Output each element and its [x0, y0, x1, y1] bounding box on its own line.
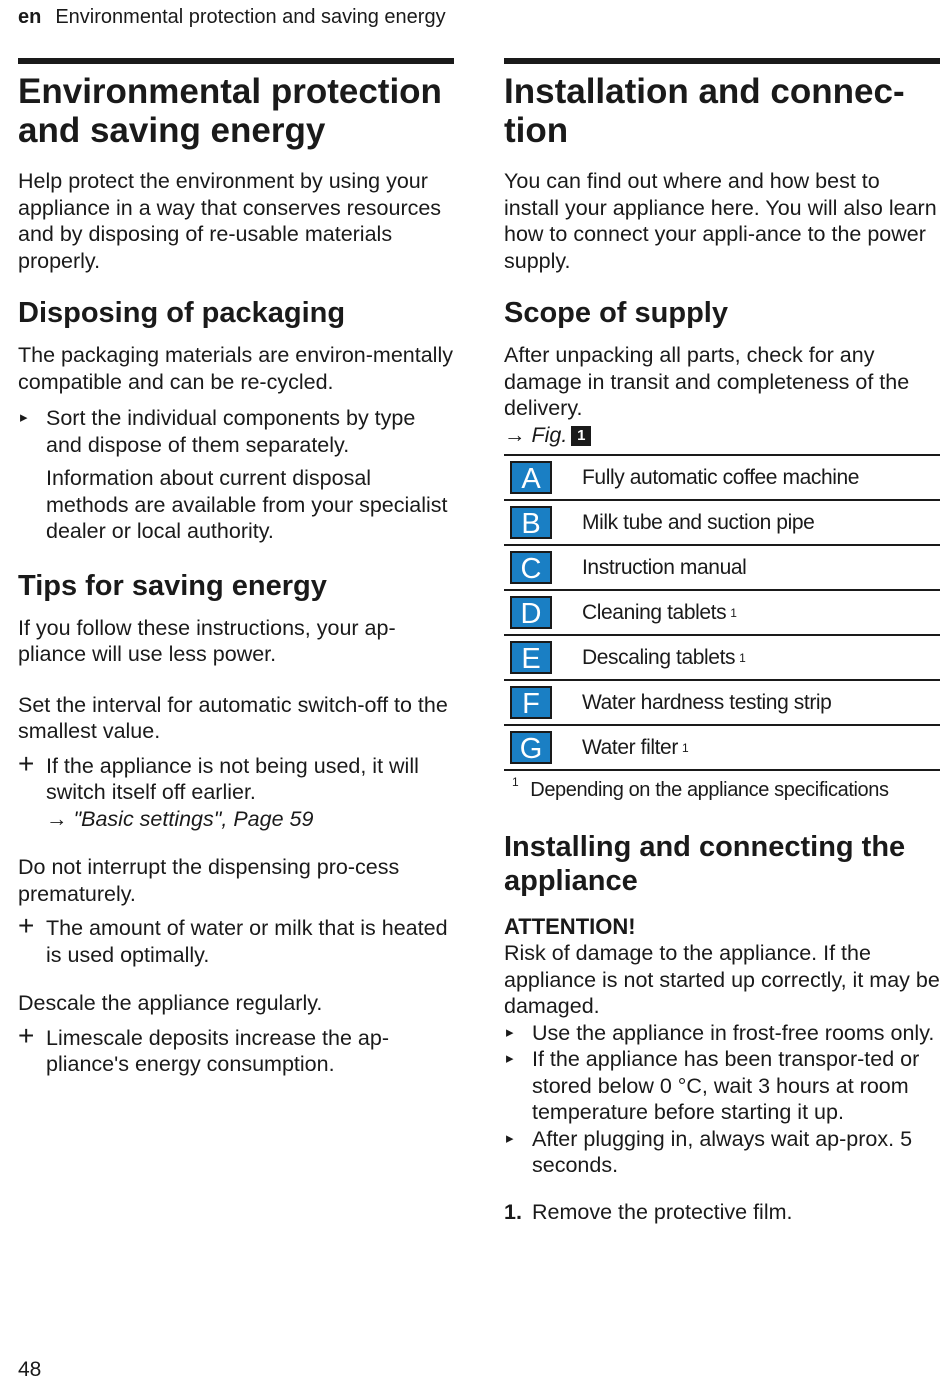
- table-row: [504, 546, 940, 591]
- plus-icon: +: [18, 1019, 35, 1051]
- supply-table: [504, 454, 940, 771]
- item-label: Fully automatic coffee machine: [582, 465, 860, 489]
- tip-switch-off: Set the interval for automatic switch-off to the smallest value.: [18, 692, 448, 743]
- cross-reference-text: "Basic settings", Page 59: [73, 806, 314, 831]
- footnote-text: Depending on the appliance specifications: [530, 779, 889, 801]
- plus-icon: +: [18, 910, 35, 941]
- table-footnote: [504, 775, 940, 802]
- item-letter-badge: E: [510, 641, 552, 674]
- list-item: [504, 1126, 940, 1179]
- list-item: [504, 1046, 940, 1126]
- table-row: [504, 501, 940, 546]
- list-item: [18, 1019, 454, 1078]
- packaging-note: Information about current disposal methods are available from your specialist dealer or local authority.: [46, 466, 448, 543]
- step-number: 1.: [504, 1199, 522, 1224]
- environment-intro: Help protect the environment by using your appliance in a way that conserves resources and by disposing of re-usable materials properly.: [18, 169, 442, 273]
- item-label: Instruction manual: [582, 555, 747, 579]
- figure-reference[interactable]: [504, 422, 940, 449]
- page-number: 48: [18, 1358, 42, 1381]
- footnote-marker: 1: [681, 740, 689, 755]
- packaging-text: The packaging materials are environ-mentally compatible and can be re-cycled.: [18, 343, 453, 394]
- list-item: [504, 1199, 940, 1226]
- section-rule: [18, 58, 454, 64]
- heading-disposing-packaging: Disposing of packaging: [18, 297, 346, 329]
- figure-reference-text: Fig.: [531, 422, 568, 447]
- list-item: [18, 747, 454, 833]
- item-label: Water filter: [582, 735, 678, 759]
- table-row: [504, 456, 940, 501]
- item-letter-badge: C: [510, 551, 552, 584]
- arrow-right-icon: →: [504, 422, 526, 447]
- item-label: Cleaning tablets: [582, 600, 727, 624]
- table-row: [504, 636, 940, 681]
- running-header-title: Environmental protection and saving energy: [55, 6, 446, 28]
- heading-saving-energy: Tips for saving energy: [18, 569, 327, 602]
- right-column: [504, 58, 940, 1225]
- footnote-marker: 1: [739, 650, 746, 665]
- bullet-marker-icon: ▸: [506, 1050, 514, 1067]
- item-letter-badge: D: [510, 596, 552, 629]
- tip-dispensing-benefit: The amount of water or milk that is heated is used optimally.: [46, 916, 448, 967]
- tip-descale-benefit: Limescale deposits increase the ap-pliance's energy consumption.: [46, 1025, 389, 1076]
- left-column: [18, 58, 454, 1078]
- attention-warning: Risk of damage to the appliance. If the appliance is not started up correctly, it may be damaged.: [504, 941, 940, 1018]
- item-label: Milk tube and suction pipe: [582, 510, 815, 534]
- figure-number-badge: 1: [571, 426, 591, 446]
- arrow-right-icon: →: [46, 806, 68, 831]
- item-letter-badge: A: [510, 461, 552, 494]
- item-letter-badge: G: [510, 731, 552, 764]
- scope-text: After unpacking all parts, check for any damage in transit and completeness of the delivery.: [504, 343, 910, 420]
- warning-bullet-text: If the appliance has been transpor-ted or stored below 0 °C, wait 3 hours at room temperature before starting it up.: [532, 1047, 920, 1124]
- language-code: en: [18, 6, 42, 28]
- step-text: Remove the protective film.: [532, 1199, 793, 1224]
- warning-bullet-text: After plugging in, always wait ap-prox. 5 seconds.: [532, 1126, 913, 1177]
- section-rule: [504, 58, 940, 64]
- table-row: [504, 681, 940, 726]
- tip-dispensing: Do not interrupt the dispensing pro-cess prematurely.: [18, 855, 400, 906]
- item-label: Descaling tablets: [582, 645, 736, 669]
- bullet-marker-icon: ▸: [20, 409, 28, 426]
- item-letter-badge: F: [510, 686, 552, 719]
- bullet-marker-icon: ▸: [506, 1023, 514, 1041]
- heading-scope-of-supply: Scope of supply: [504, 297, 728, 329]
- tips-intro: If you follow these instructions, your ap-pliance will use less power.: [18, 615, 396, 666]
- footnote-marker: 1: [512, 775, 519, 789]
- section-title-environment: Environmental protection and saving energy: [18, 72, 442, 150]
- list-item: [18, 910, 454, 968]
- table-row: [504, 591, 940, 636]
- section-title-installation: Installation and connec-tion: [504, 72, 905, 150]
- running-header: [18, 6, 446, 29]
- footnote-marker: 1: [730, 605, 737, 620]
- warning-bullet-text: Use the appliance in frost-free rooms only.: [532, 1020, 935, 1045]
- list-item: [18, 405, 454, 458]
- installation-intro: You can find out where and how best to install your appliance here. You will also learn how to connect your appli-ance to the power supply.: [504, 169, 937, 273]
- tip-descale: Descale the appliance regularly.: [18, 991, 323, 1015]
- tip-switch-off-benefit: If the appliance is not being used, it will switch itself off earlier.: [46, 753, 419, 804]
- bullet-marker-icon: ▸: [506, 1129, 514, 1147]
- item-label: Water hardness testing strip: [582, 690, 832, 714]
- item-letter-badge: B: [510, 506, 552, 539]
- cross-reference-link[interactable]: [46, 806, 454, 833]
- attention-label: ATTENTION!: [504, 914, 636, 939]
- heading-installing-connecting: Installing and connecting the appliance: [504, 831, 906, 897]
- list-item: [504, 1020, 940, 1047]
- plus-icon: +: [18, 747, 35, 779]
- packaging-instruction: Sort the individual components by type and dispose of them separately.: [46, 406, 416, 457]
- table-row: [504, 726, 940, 771]
